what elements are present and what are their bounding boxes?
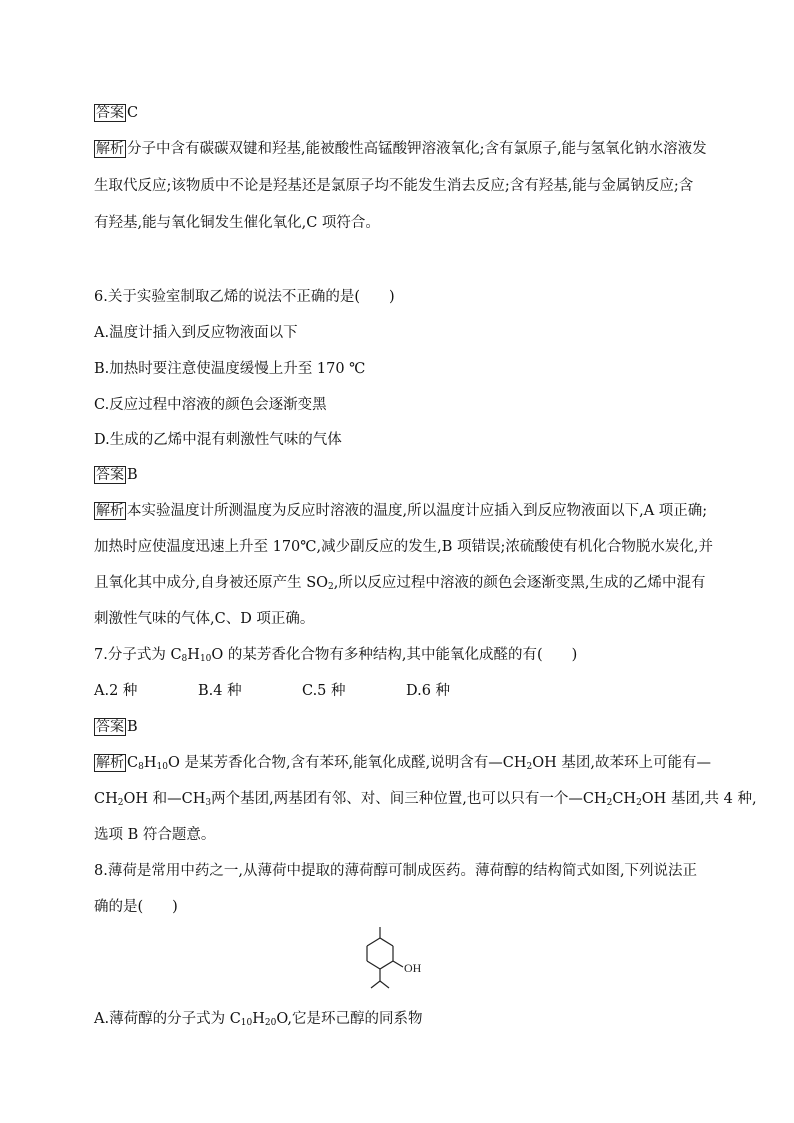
analysis-tag: 解析 xyxy=(96,755,124,771)
ring-bond xyxy=(380,938,393,946)
ring-bond xyxy=(367,938,380,946)
q6-analysis-line-4: 刺激性气味的气体,C、D 项正确。 xyxy=(94,611,315,627)
q7-option-a: A.2 种 xyxy=(94,683,138,699)
q6-analysis-line-1: 解析 本实验温度计所测温度为反应时溶液的温度,所以温度计应插入到反应物液面以下,A 项正确; xyxy=(96,503,708,519)
isopropyl-bond xyxy=(380,981,389,988)
q8-option-a: A.薄荷醇的分子式为 $C_{10}H_{20}O$,它是环己醇的同系物 xyxy=(94,1011,423,1028)
ring-bond xyxy=(380,961,393,969)
q6-answer: 答案 B xyxy=(96,467,138,483)
menthol-bonds xyxy=(367,927,403,988)
q7-options xyxy=(94,682,510,700)
q6-option-b: B.加热时要注意使温度缓慢上升至 170 ℃ xyxy=(94,361,366,377)
analysis-tag: 解析 xyxy=(96,503,124,519)
q5-answer: 答案 C xyxy=(96,105,139,121)
q6-option-c: C.反应过程中溶液的颜色会逐渐变黑 xyxy=(94,397,327,413)
menthol-structure-diagram xyxy=(360,925,440,997)
q7-answer: 答案 B xyxy=(96,719,138,735)
q6-option-d: D.生成的乙烯中混有刺激性气味的气体 xyxy=(94,432,342,448)
q7-analysis-line-1: 解析 $C_8H_{10}O$ 是某芳香化合物,含有苯环,能氧化成醛,说明含有$—CH_2OH$ 基团,故苯环上可能有— xyxy=(96,755,711,772)
answer-tag: 答案 xyxy=(96,719,124,735)
q7-stem: 7.分子式为 $C_8H_{10}O$ 的某芳香化合物有多种结构,其中能氧化成醛的有( ) xyxy=(94,647,578,664)
q6-analysis-line-2: 加热时应使温度迅速上升至 170℃,减少副反应的发生,B 项错误;浓硫酸使有机化合物脱水炭化,并 xyxy=(94,539,713,555)
q5-analysis-line-1: 解析 分子中含有碳碳双键和羟基,能被酸性高锰酸钾溶液氧化;含有氯原子,能与氢氧化钠水溶液发 xyxy=(96,141,707,157)
q7-analysis-line-3: 选项 B 符合题意。 xyxy=(94,827,216,843)
q8-stem-line-1: 8.薄荷是常用中药之一,从薄荷中提取的薄荷醇可制成医药。薄荷醇的结构简式如图,下列说法正 xyxy=(94,863,698,879)
q6-analysis-line-3: 且氧化其中成分,自身被还原产生 $SO_2$,所以反应过程中溶液的颜色会逐渐变黑,生成的乙烯中混有 xyxy=(94,575,706,592)
q8-stem-line-2: 确的是( ) xyxy=(94,899,178,915)
ring-bond xyxy=(367,961,380,969)
q7-option-b: B.4 种 xyxy=(198,683,242,699)
hydroxyl-label: OH xyxy=(404,961,422,975)
q7-analysis-line-2: $CH_2OH$ 和$—CH_3$两个基团,两基团有邻、对、间三种位置,也可以只有一个$—CH_2CH_2OH$ 基团,共 4 种, xyxy=(94,791,757,808)
hydroxyl-bond xyxy=(393,961,403,967)
q7-option-c: C.5 种 xyxy=(302,683,346,699)
q5-analysis-line-2: 生取代反应;该物质中不论是羟基还是氯原子均不能发生消去反应;含有羟基,能与金属钠反应;含 xyxy=(94,178,694,194)
q7-option-d: D.6 种 xyxy=(406,683,451,699)
q6-stem: 6.关于实验室制取乙烯的说法不正确的是( ) xyxy=(94,289,395,305)
q5-analysis-line-3: 有羟基,能与氧化铜发生催化氧化,C 项符合。 xyxy=(94,215,380,231)
analysis-tag: 解析 xyxy=(96,141,124,157)
answer-tag: 答案 xyxy=(96,105,124,121)
answer-tag: 答案 xyxy=(96,467,124,483)
q6-option-a: A.温度计插入到反应物液面以下 xyxy=(94,325,298,341)
isopropyl-bond xyxy=(371,981,380,988)
